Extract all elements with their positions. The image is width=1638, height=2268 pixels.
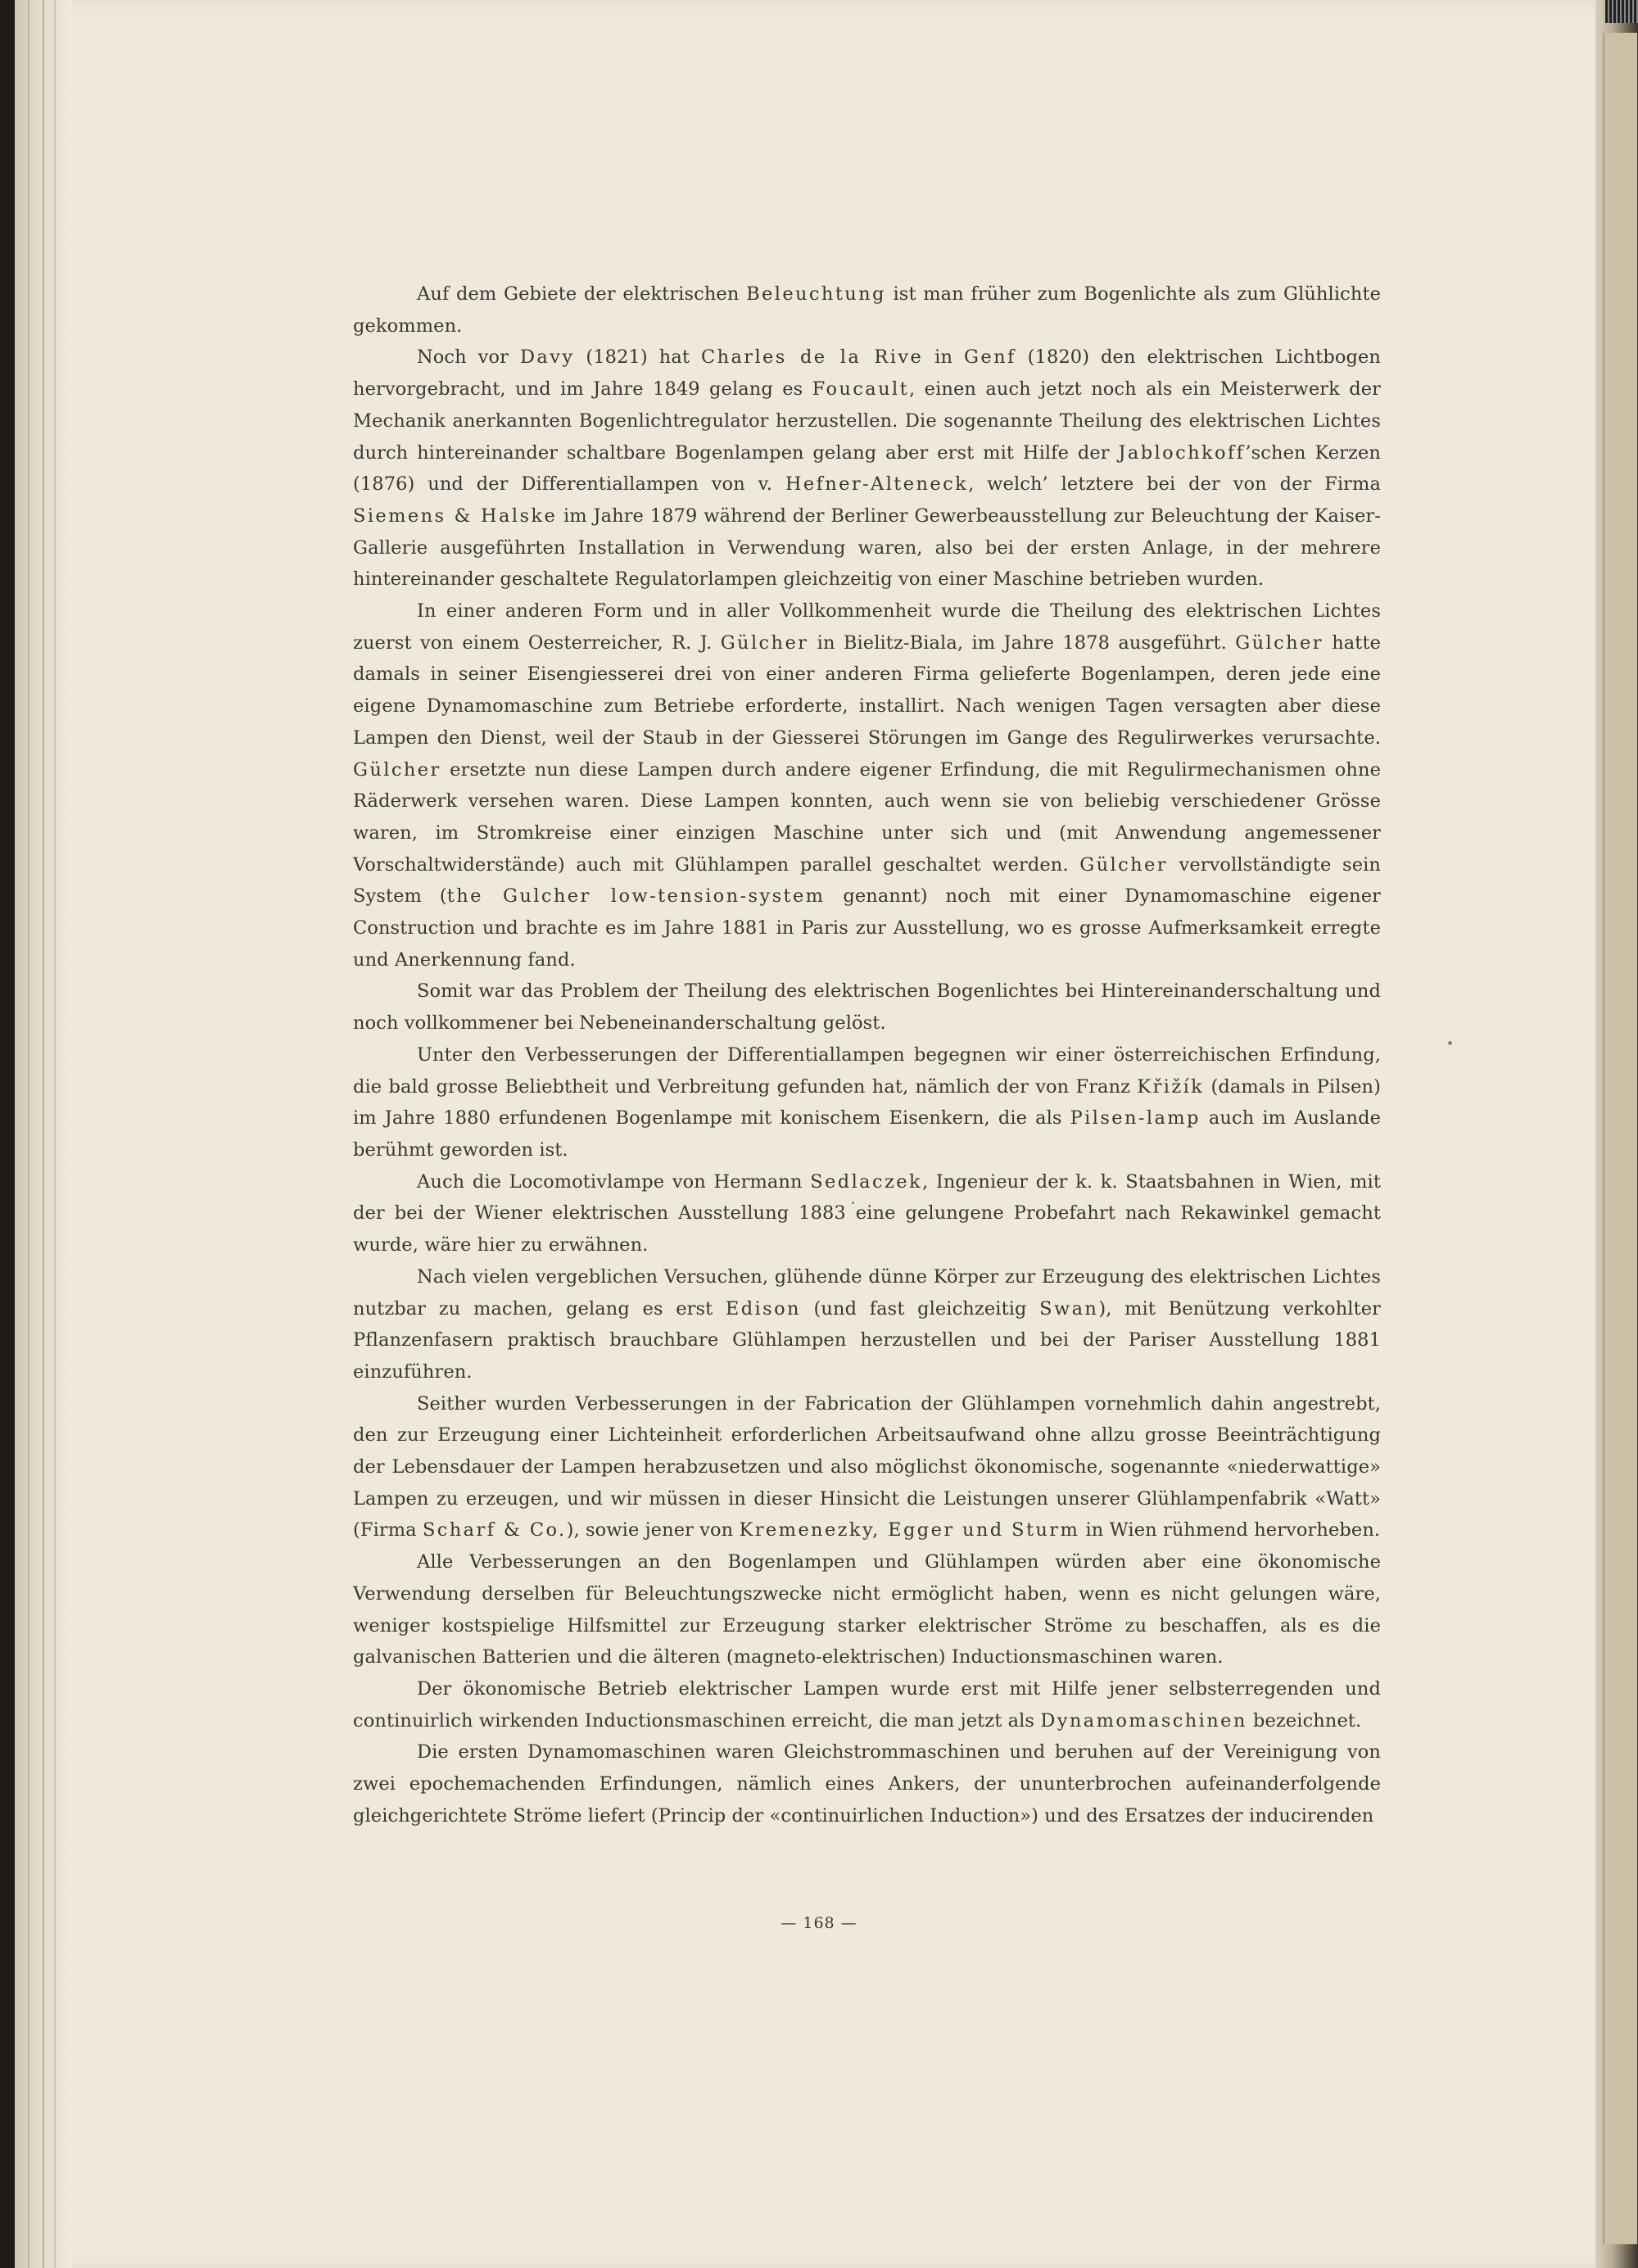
paragraph	[353, 595, 1381, 976]
text-run: ist man früher zum Bogenlichte als zum Glühlichte gekommen.	[353, 283, 1381, 337]
next-page-strip	[1603, 33, 1637, 2244]
text-run: , einen auch jetzt noch als ein Meisterwerk der Mechanik anerkannten Bogenlichtregulator herzustellen. Die sogenannte Theilung des elektrischen Lichtes durch hintereinander schaltbare Bogenlampen gelang aber erst mit Hilfe der	[353, 378, 1381, 464]
text-run: in Wien rühmend hervorheben.	[1079, 1519, 1381, 1541]
spaced-name: Davy	[519, 346, 575, 369]
spaced-name: Jablochkoff	[1118, 441, 1246, 464]
text-run: Seither wurden Verbesserungen in der Fabrication der Glühlampen vornehmlich dahin angestrebt, den zur Erzeugung einer Lichteinheit erforderlichen Arbeitsaufwand ohne allzu grosse Beeinträchtigung der Lebensdauer der Lampen herabzusetzen und also möglichst ökonomische, sogenannte «niederwattige» Lampen zu erzeugen, und wir müssen in dieser Hinsicht die Leistungen unserer Glühlampenfabrik «Watt» (Firma	[353, 1392, 1381, 1541]
paragraph	[353, 1039, 1381, 1166]
text-run: (1820) den elektrischen Lichtbogen hervorgebracht, und im Jahre 1849 gelang es	[353, 346, 1381, 401]
spaced-name: Siemens & Halske	[353, 505, 558, 527]
page-number: — 168 —	[781, 1914, 857, 1932]
paragraph	[353, 1736, 1381, 1831]
paragraph	[353, 1388, 1381, 1547]
spaced-name: Kremenezky, Egger und Sturm	[739, 1519, 1080, 1541]
spaced-name: Foucault	[812, 378, 910, 401]
spaced-name: Gülcher	[720, 632, 809, 654]
text-run: Die ersten Dynamomaschinen waren Gleichstrommaschinen und beruhen auf der Vereinigung von zwei epochemachenden Erfindungen, nämlich eines Ankers, der ununterbrochen aufeinanderfolgende gleichgerichtete Ströme liefert (Princip der «continuirlichen Induction») und des Ersatzes der inducirenden	[353, 1741, 1381, 1827]
spaced-name: Gülcher	[1235, 632, 1324, 654]
scan-corner-mark	[1605, 0, 1638, 23]
paper-speck	[1448, 1041, 1452, 1045]
text-run: im Jahre 1879 während der Berliner Gewerbeausstellung zur Beleuchtung der Kaiser-Gallerie ausgeführten Installation in Verwendung waren, also bei der ersten Anlage, in der mehrere hintereinander geschaltete Regulatorlampen gleichzeitig von einer Maschine betrieben wurden.	[353, 505, 1381, 591]
text-run: vervollständigte sein System (	[353, 853, 1381, 908]
text-run: Auf dem Gebiete der elektrischen	[417, 283, 747, 305]
text-run: (1821) hat	[574, 346, 701, 369]
text-run: in	[923, 346, 964, 369]
text-run: In einer anderen Form und in aller Vollkommenheit wurde die Theilung des elektrischen Lichtes zuerst von einem Oesterreicher, R. J.	[353, 600, 1381, 654]
spaced-name: Edison	[725, 1297, 801, 1320]
spaced-name: Gülcher	[353, 758, 441, 781]
spaced-name: Gülcher	[1079, 853, 1168, 876]
text-run: auch im Auslande berühmt geworden ist.	[353, 1107, 1382, 1161]
text-run: ’schen Kerzen (1876) und der Differentiallampen von v.	[353, 441, 1381, 496]
text-run: bezeichnet.	[1247, 1709, 1362, 1732]
paragraph	[353, 976, 1381, 1039]
text-run: , welch’ letztere bei der von der Firma	[968, 473, 1381, 496]
paragraph	[353, 1261, 1381, 1388]
text-run: hatte damals in seiner Eisengiesserei drei von einer anderen Firma gelieferte Bogenlampen, deren jede eine eigene Dynamomaschine zum Betriebe erforderte, installirt. Nach wenigen Tagen versagten aber diese Lampen den Dienst, weil der Staub in der Giesserei Störungen im Gange des Regulirwerkes verursachte.	[353, 632, 1382, 749]
text-run: Noch vor	[417, 346, 520, 369]
text-run: Nach vielen vergeblichen Versuchen, glühende dünne Körper zur Erzeugung des elektrischen Lichtes nutzbar zu machen, gelang es erst	[353, 1265, 1381, 1320]
paragraph	[353, 1673, 1381, 1736]
spaced-name: the Gulcher low-tension-system	[446, 885, 826, 908]
text-run: Auch die Locomotivlampe von Hermann	[417, 1170, 811, 1193]
paragraph	[353, 1546, 1381, 1673]
spaced-name: Scharf & Co.	[422, 1519, 567, 1541]
spaced-name: Beleuchtung	[746, 283, 886, 305]
text-run: , Ingenieur der k. k. Staatsbahnen in Wien, mit der bei der Wiener elektrischen Ausstellung 1883 eine gelungene Probefahrt nach Rekawinkel gemacht wurde, wäre hier zu erwähnen.	[353, 1170, 1381, 1256]
spaced-name: Hefner-Alteneck	[785, 473, 969, 496]
spaced-name: Pilsen-lamp	[1070, 1107, 1201, 1129]
paragraph	[353, 342, 1381, 595]
spaced-name: Swan	[1039, 1297, 1099, 1320]
text-run: ersetzte nun diese Lampen durch andere eigener Erfindung, die mit Regulirmechanismen ohne Räderwerk versehen waren. Diese Lampen konnten, auch wenn sie von beliebig verschiedener Grösse waren, im Stromkreise einer einzigen Maschine unter sich und (mit Anwendung angemessener Vorschaltwiderstände) auch mit Glühlampen parallel geschaltet werden.	[353, 758, 1381, 876]
spaced-name: Dynamomaschinen	[1040, 1709, 1247, 1732]
spaced-name: Genf	[964, 346, 1016, 369]
paragraph	[353, 1166, 1381, 1261]
text-run: ), mit Benützung verkohlter Pflanzenfasern praktisch brauchbare Glühlampen herzustellen und bei der Pariser Ausstellung 1881 einzuführen.	[353, 1297, 1381, 1383]
text-run: (damals in Pilsen) im Jahre 1880 erfundenen Bogenlampe mit konischem Eisenkern, die als	[353, 1075, 1382, 1129]
spaced-name: Sedlaczek	[810, 1170, 922, 1193]
text-run: in Bielitz-Biala, im Jahre 1878 ausgeführt.	[808, 632, 1236, 654]
spaced-name: Křižík	[1137, 1075, 1205, 1098]
paragraph	[353, 278, 1381, 342]
text-run: Der ökonomische Betrieb elektrischer Lampen wurde erst mit Hilfe jener selbsterregenden und continuirlich wirkenden Inductionsmaschinen erreicht, die man jetzt als	[353, 1677, 1381, 1732]
text-run: genannt) noch mit einer Dynamomaschine eigener Construction und brachte es im Jahre 1881 in Paris zur Ausstellung, wo es grosse Aufmerksamkeit erregte und Anerkennung fand.	[353, 885, 1381, 971]
text-run: Alle Verbesserungen an den Bogenlampen und Glühlampen würden aber eine ökonomische Verwendung derselben für Beleuchtungszwecke nicht ermöglicht haben, wenn es nicht gelungen wäre, weniger kostspielige Hilfsmittel zur Erzeugung starker elektrischer Ströme zu beschaffen, als es die galvanischen Batterien und die älteren (magneto-elektrischen) Inductionsmaschinen waren.	[353, 1551, 1381, 1668]
spaced-name: Charles de la Rive	[700, 346, 924, 369]
text-run: ), sowie jener von	[566, 1519, 740, 1541]
text-run: Unter den Verbesserungen der Differentiallampen begegnen wir einer österreichischen Erfindung, die bald grosse Beliebtheit und Verbreitung gefunden hat, nämlich der von Franz	[353, 1043, 1381, 1098]
text-run: Somit war das Problem der Theilung des elektrischen Bogenlichtes bei Hintereinanderschaltung und noch vollkommener bei Nebeneinanderschaltung gelöst.	[353, 980, 1381, 1034]
text-run: (und fast gleichzeitig	[800, 1297, 1040, 1320]
body-text	[353, 278, 1381, 1831]
